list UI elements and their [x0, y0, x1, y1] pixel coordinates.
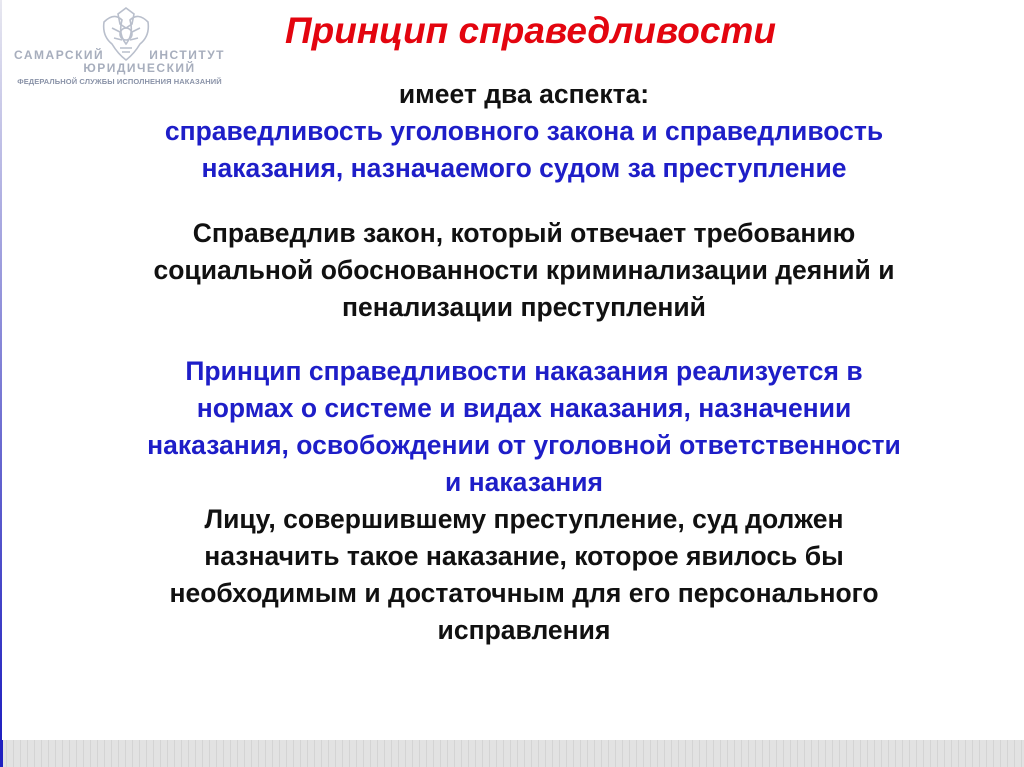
- logo-text-left: САМАРСКИЙ: [14, 48, 105, 62]
- text-line: наказания, освобождении от уголовной ответственности: [147, 430, 901, 460]
- text-line: нормах о системе и видах наказания, назначении: [196, 393, 852, 423]
- text-line: социальной обоснованности криминализации деяний и: [153, 255, 895, 285]
- text-line: исправления: [437, 615, 611, 645]
- law-fairness-block: [24, 215, 1024, 326]
- logo-text-row: [12, 48, 227, 62]
- text-line: необходимым и достаточным для его персонального: [169, 578, 879, 608]
- logo-text-subtitle: ЮРИДИЧЕСКИЙ: [83, 61, 196, 75]
- logo-text-agency: ФЕДЕРАЛЬНОЙ СЛУЖБЫ ИСПОЛНЕНИЯ НАКАЗАНИЙ: [17, 77, 222, 86]
- bottom-decorative-band: [0, 740, 1024, 767]
- text-line: пенализации преступлений: [342, 292, 706, 322]
- text-line: Справедлив закон, который отвечает требованию: [192, 218, 856, 248]
- text-line: назначить такое наказание, которое явилось бы: [204, 541, 844, 571]
- punishment-fairness-block: [24, 353, 1024, 501]
- slide-title: Принцип справедливости: [285, 10, 776, 51]
- text-line: наказания, назначаемого судом за преступление: [201, 153, 847, 183]
- left-accent-rule: [0, 0, 2, 740]
- aspects-block: [24, 113, 1024, 187]
- slide-body: [24, 76, 1024, 649]
- aspects-intro: имеет два аспекта:: [398, 79, 650, 109]
- text-line: и наказания: [444, 467, 604, 497]
- sentencing-block: [24, 501, 1024, 649]
- logo-text-right: ИНСТИТУТ: [149, 48, 225, 62]
- text-line: справедливость уголовного закона и справедливость: [164, 116, 884, 146]
- text-line: Принцип справедливости наказания реализуется в: [185, 356, 863, 386]
- text-line: Лицу, совершившему преступление, суд должен: [204, 504, 844, 534]
- bottom-band-accent: [0, 740, 3, 767]
